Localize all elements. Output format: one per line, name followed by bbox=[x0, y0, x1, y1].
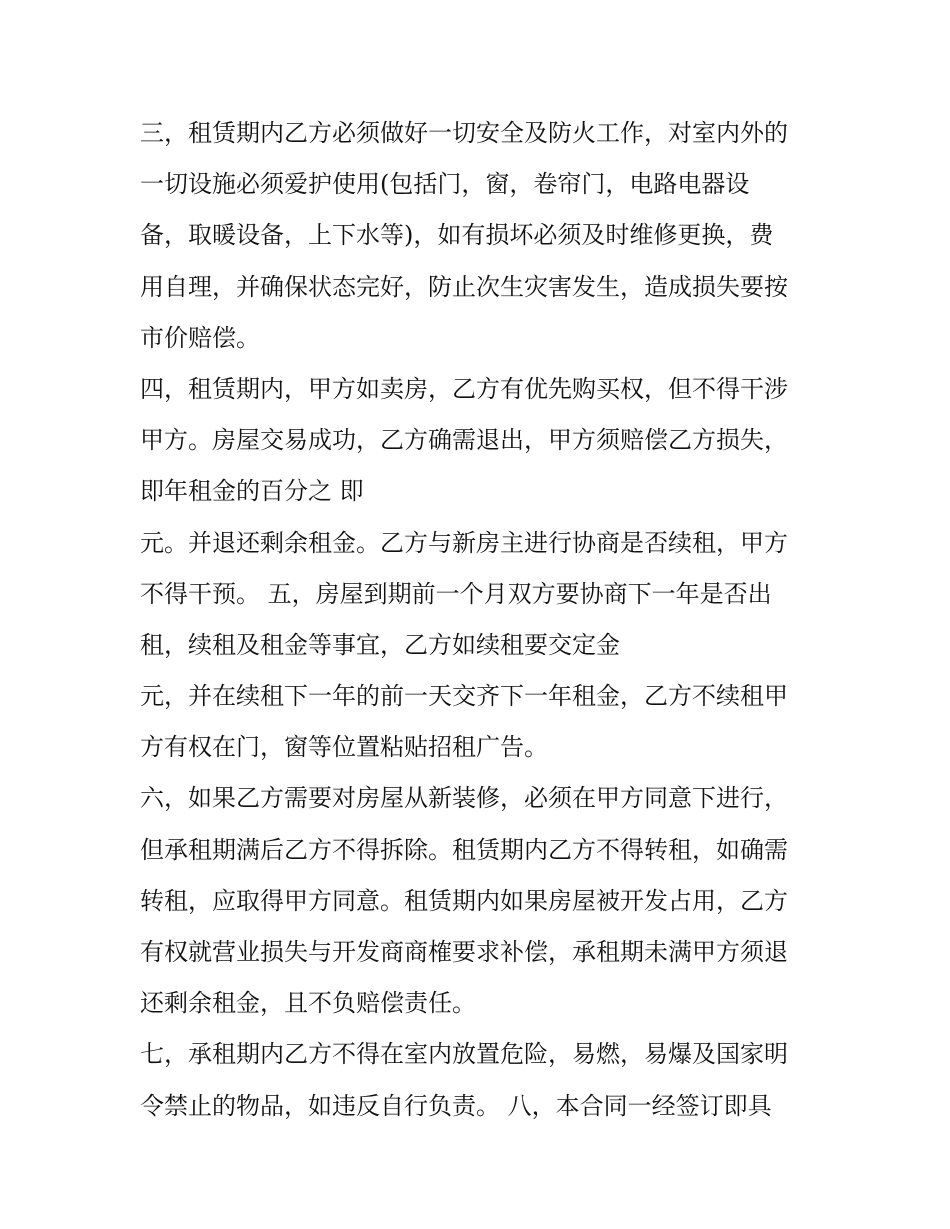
text-line: 四，租赁期内，甲方如卖房，乙方有优先购买权，但不得干涉 bbox=[140, 374, 788, 403]
text-line: 有权就营业损失与开发商商榷要求补偿，承租期未满甲方须退 bbox=[140, 938, 788, 966]
text-line: 甲方。房屋交易成功，乙方确需退出，甲方须赔偿乙方损失， bbox=[140, 426, 788, 455]
text-line: 七，承租期内乙方不得在室内放置危险，易燃，易爆及国家明 bbox=[140, 1040, 788, 1069]
contract-body bbox=[140, 108, 820, 1132]
text-line: 六，如果乙方需要对房屋从新装修，必须在甲方同意下进行， bbox=[140, 784, 788, 813]
text-line: 转租，应取得甲方同意。租赁期内如果房屋被开发占用，乙方 bbox=[140, 886, 788, 915]
text-line: 但承租期满后乙方不得拆除。租赁期内乙方不得转租，如确需 bbox=[140, 835, 788, 864]
text-line: 元。并退还剩余租金。乙方与新房主进行协商是否续租，甲方 bbox=[140, 528, 788, 557]
text-line: 市价赔偿。 bbox=[140, 323, 260, 352]
text-line: 即年租金的百分之 即 bbox=[140, 477, 364, 506]
text-line: 用自理，并确保状态完好，防止次生灾害发生，造成损失要按 bbox=[140, 272, 788, 301]
text-line: 元，并在续租下一年的前一天交齐下一年租金，乙方不续租甲 bbox=[140, 682, 788, 711]
text-line: 备，取暖设备，上下水等)，如有损坏必须及时维修更换，费 bbox=[140, 221, 774, 250]
text-line: 不得干预。 五，房屋到期前一个月双方要协商下一年是否出 bbox=[140, 579, 772, 608]
text-line: 租，续租及租金等事宜，乙方如续租要交定金 bbox=[140, 630, 620, 659]
text-line: 令禁止的物品，如违反自行负责。 八，本合同一经签订即具 bbox=[140, 1091, 772, 1120]
text-line: 方有权在门，窗等位置粘贴招租广告。 bbox=[140, 733, 548, 762]
text-line: 三，租赁期内乙方必须做好一切安全及防火工作，对室内外的 bbox=[140, 119, 788, 147]
text-line: 还剩余租金，且不负赔偿责任。 bbox=[140, 989, 476, 1018]
text-line: 一切设施必须爱护使用(包括门，窗，卷帘门，电路电器设 bbox=[140, 170, 750, 199]
